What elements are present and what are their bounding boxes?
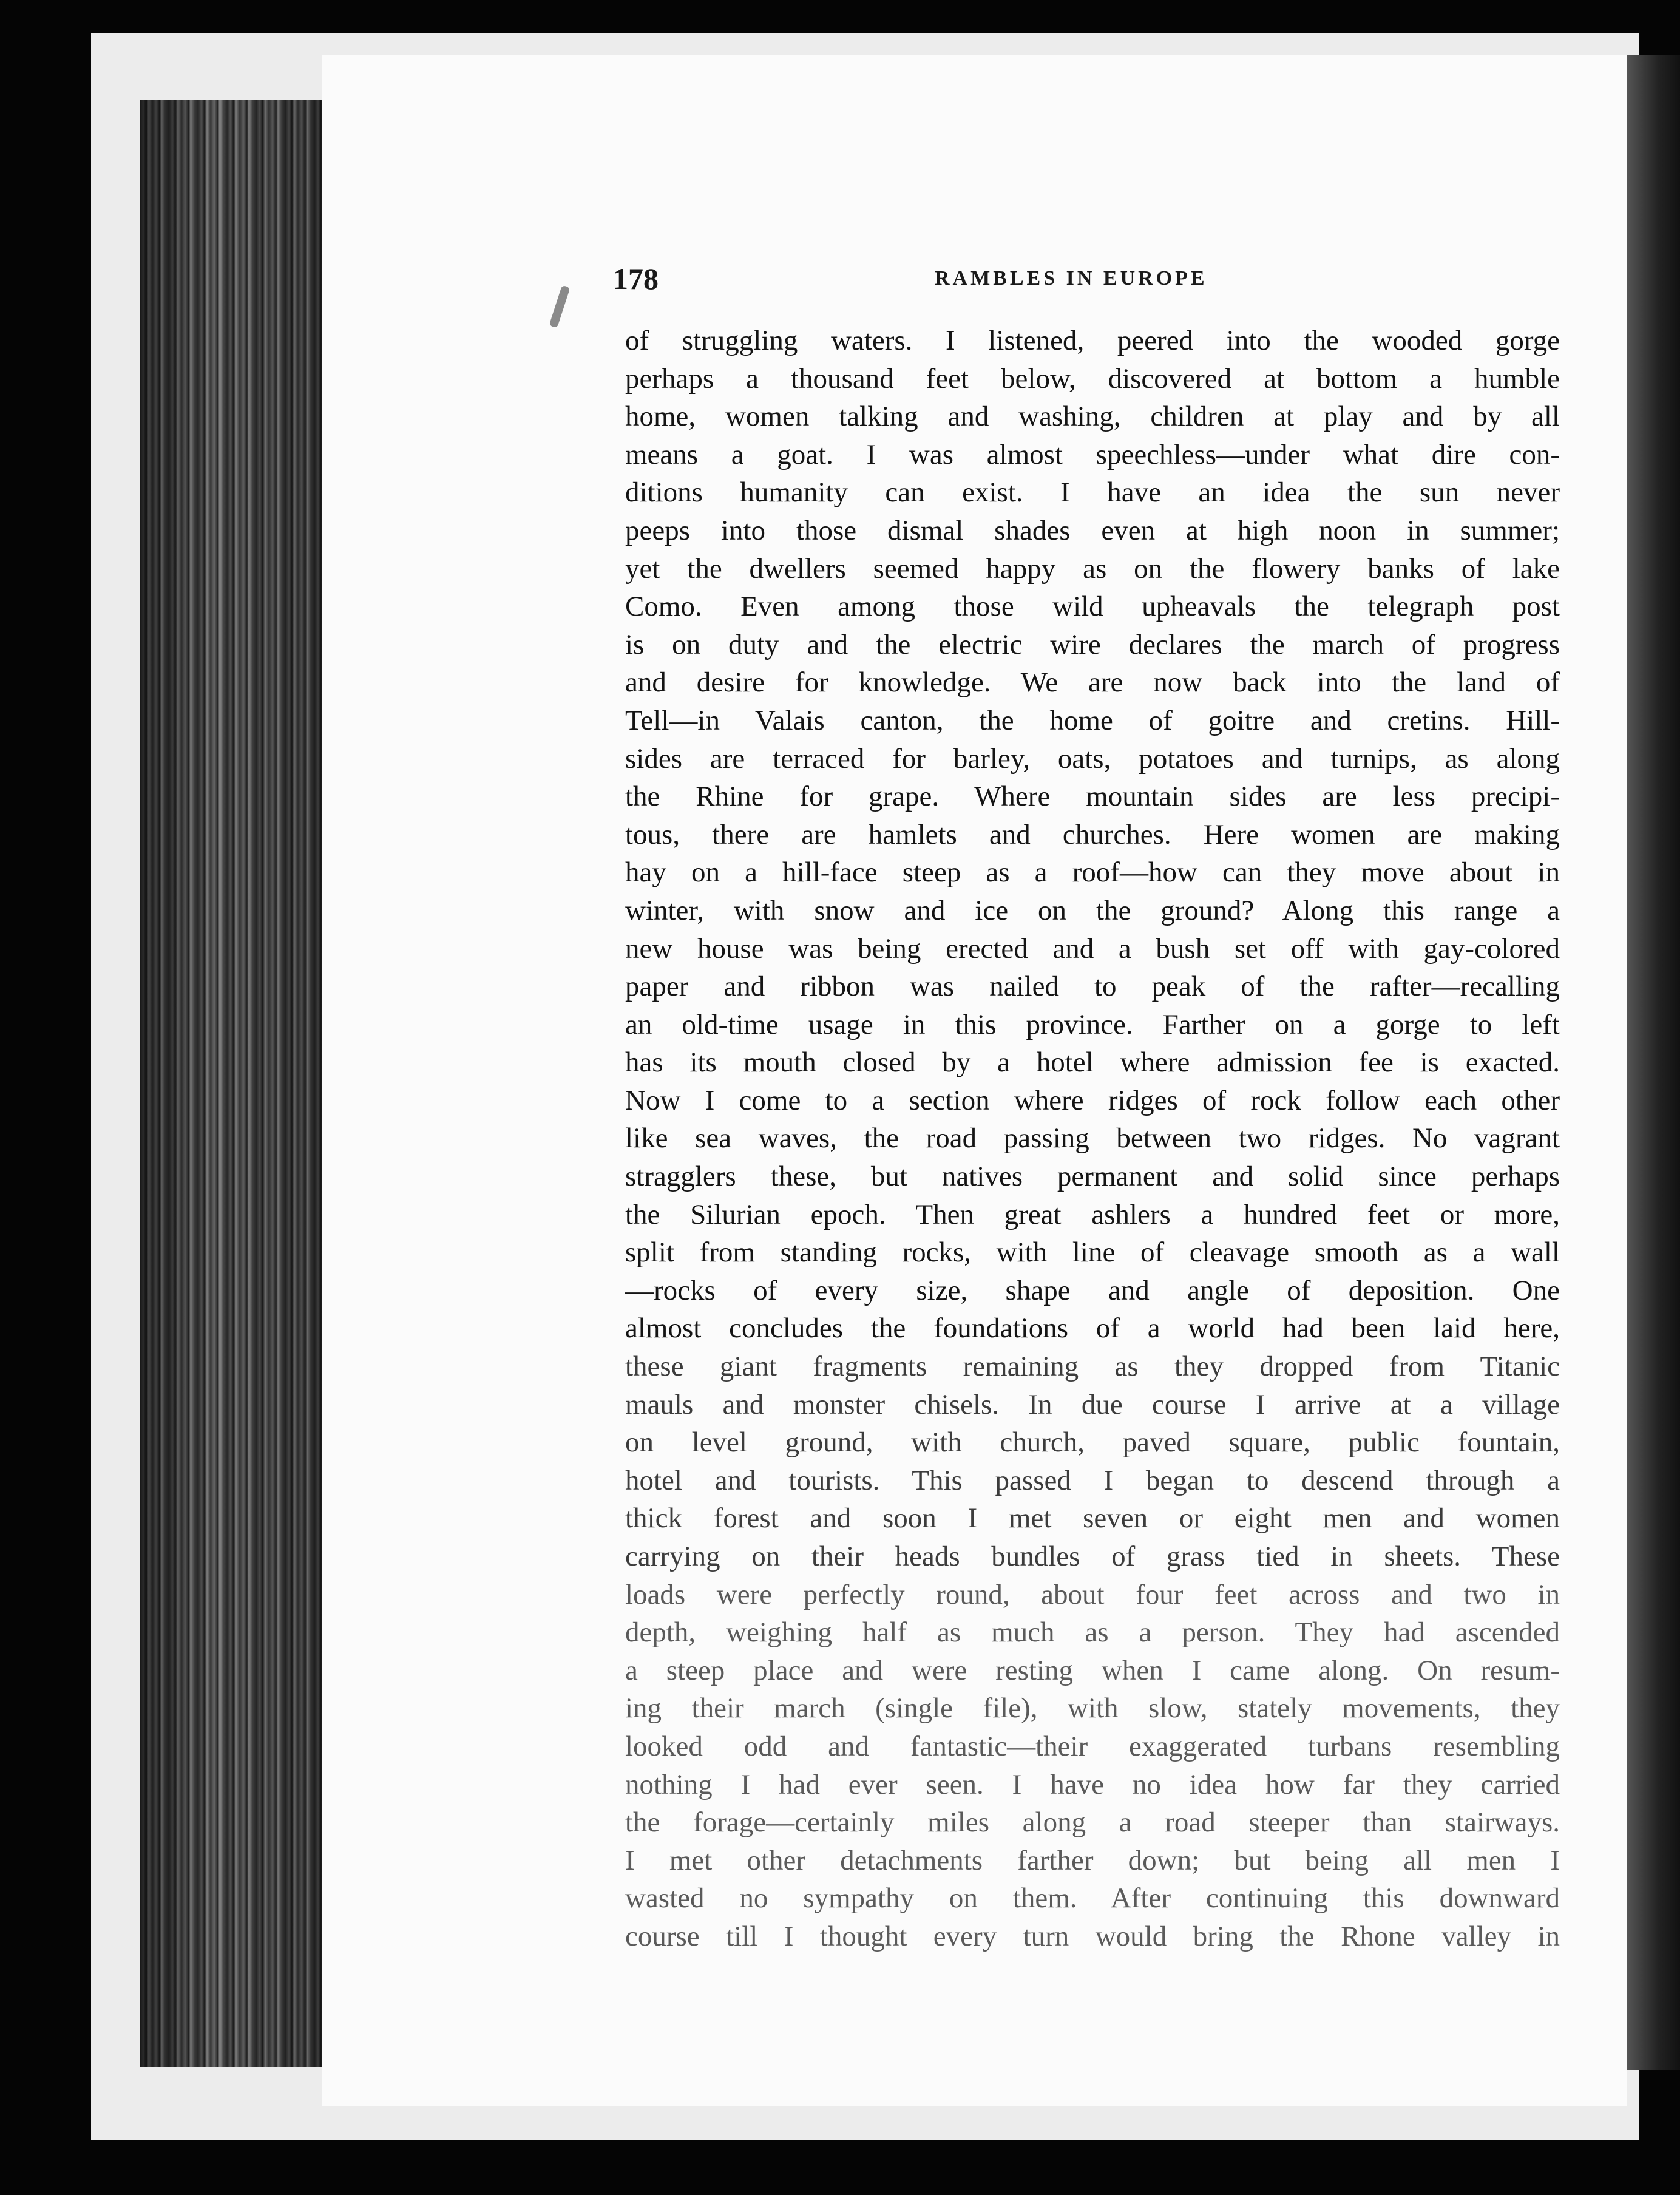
text-line: is on duty and the electric wire declares the march of progress — [625, 628, 1560, 660]
text-line: carrying on their heads bundles of grass tied in sheets. These — [625, 1541, 1560, 1572]
text-line: perhaps a thousand feet below, discovered at bottom a humble — [625, 362, 1560, 395]
book-right-edge — [1627, 55, 1680, 2070]
text-line: yet the dwellers seemed happy as on the flowery banks of lake — [625, 552, 1560, 585]
text-line: hay on a hill-face steep as a roof—how can they move about in — [625, 857, 1560, 889]
text-line: depth, weighing half as much as a person. They had ascended — [625, 1617, 1560, 1649]
text-line: looked odd and fantastic—their exaggerated turbans resembling — [625, 1730, 1560, 1762]
text-line: almost concludes the foundations of a world had been laid here, — [625, 1312, 1560, 1345]
text-line: the Silurian epoch. Then great ashlers a hundred feet or more, — [625, 1198, 1560, 1230]
running-head: RAMBLES IN EUROPE — [935, 267, 1208, 290]
text-line: wasted no sympathy on them. After continuing this downward — [625, 1882, 1560, 1915]
text-line: I met other detachments farther down; but being all men I — [625, 1844, 1560, 1876]
text-line: these giant fragments remaining as they dropped from Titanic — [625, 1351, 1560, 1383]
text-line: like sea waves, the road passing between two ridges. No vagrant — [625, 1122, 1560, 1155]
text-line: ing their march (single file), with slow, stately movements, they — [625, 1692, 1560, 1725]
text-line: the forage—certainly miles along a road steeper than stairways. — [625, 1807, 1560, 1839]
text-line: loads were perfectly round, about four feet across and two in — [625, 1578, 1560, 1610]
text-line: ditions humanity can exist. I have an idea the sun never — [625, 477, 1560, 509]
text-line: paper and ribbon was nailed to peak of the rafter—recalling — [625, 971, 1560, 1003]
text-line: home, women talking and washing, children at play and by all — [625, 401, 1560, 433]
text-line: hotel and tourists. This passed I began to descend through a — [625, 1464, 1560, 1496]
body-text — [625, 322, 1560, 1956]
text-line: has its mouth closed by a hotel where admission fee is exacted. — [625, 1047, 1560, 1079]
text-line: Como. Even among those wild upheavals the telegraph post — [625, 591, 1560, 623]
text-line: Tell—in Valais canton, the home of goitre and cretins. Hill- — [625, 704, 1560, 736]
text-line: on level ground, with church, paved square, public fountain, — [625, 1427, 1560, 1459]
text-line: —rocks of every size, shape and angle of deposition. One — [625, 1274, 1560, 1306]
text-line: a steep place and were resting when I came along. On resum- — [625, 1654, 1560, 1686]
text-line: mauls and monster chisels. In due course I arrive at a village — [625, 1388, 1560, 1420]
text-line: an old-time usage in this province. Farther on a gorge to left — [625, 1008, 1560, 1040]
text-line: Now I come to a section where ridges of rock follow each other — [625, 1084, 1560, 1116]
text-line: winter, with snow and ice on the ground? Along this range a — [625, 894, 1560, 926]
text-line: sides are terraced for barley, oats, potatoes and turnips, as along — [625, 742, 1560, 775]
page-number: 178 — [613, 262, 659, 296]
text-line: and desire for knowledge. We are now back into the land of — [625, 667, 1560, 699]
text-line: the Rhine for grape. Where mountain sides are less precipi- — [625, 781, 1560, 813]
text-line: stragglers these, but natives permanent and solid since perhaps — [625, 1161, 1560, 1193]
text-line: course till I thought every turn would bring the Rhone valley in — [625, 1920, 1560, 1952]
text-line: of struggling waters. I listened, peered into the wooded gorge — [625, 325, 1560, 356]
text-line: thick forest and soon I met seven or eight men and women — [625, 1502, 1560, 1535]
spine-shadow — [140, 100, 322, 2067]
text-line: means a goat. I was almost speechless—under what dire con- — [625, 438, 1560, 470]
text-line: split from standing rocks, with line of cleavage smooth as a wall — [625, 1237, 1560, 1269]
text-line: nothing I had ever seen. I have no idea how far they carried — [625, 1768, 1560, 1800]
text-line: tous, there are hamlets and churches. Here women are making — [625, 818, 1560, 850]
page-header — [613, 261, 1560, 310]
text-line: new house was being erected and a bush set off with gay-colored — [625, 932, 1560, 965]
text-line: peeps into those dismal shades even at high noon in summer; — [625, 514, 1560, 546]
